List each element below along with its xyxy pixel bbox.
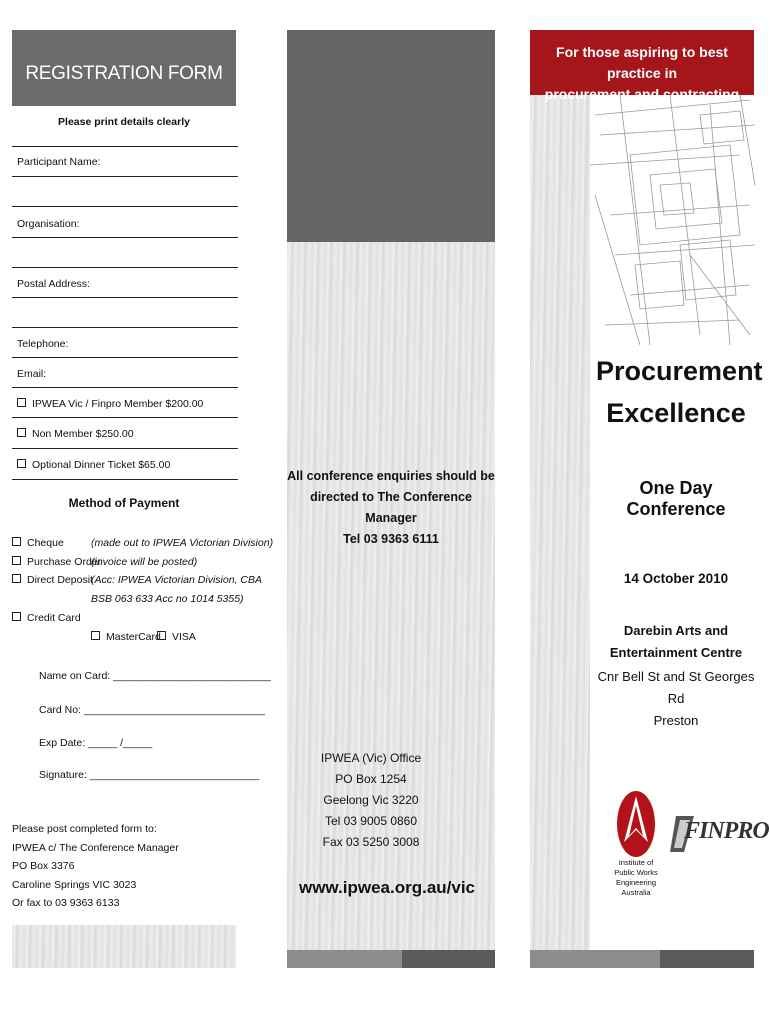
- direct-deposit-option[interactable]: Direct Deposit: [12, 574, 93, 586]
- cheque-option[interactable]: Cheque: [12, 537, 64, 549]
- mastercard-option[interactable]: MasterCard: [91, 631, 161, 643]
- participant-name-field[interactable]: [12, 176, 238, 177]
- direct-deposit-note: (Acc: IPWEA Victorian Division, CBA: [91, 574, 262, 586]
- woodgrain-texture: [12, 925, 236, 968]
- postal-address-label: Postal Address:: [17, 278, 90, 290]
- conference-date: 14 October 2010: [623, 571, 729, 586]
- woodgrain-texture: [530, 95, 590, 950]
- name-on-card-field[interactable]: Name on Card: ___________________________: [39, 670, 271, 682]
- visa-option[interactable]: VISA: [157, 631, 196, 643]
- checkbox-icon[interactable]: [12, 574, 21, 583]
- participant-name-label: Participant Name:: [17, 156, 101, 168]
- postal-address-field[interactable]: [12, 297, 238, 298]
- email-field[interactable]: [12, 387, 238, 388]
- checkbox-icon[interactable]: [157, 631, 166, 640]
- email-label: Email:: [17, 368, 47, 380]
- form-rule: [12, 417, 238, 418]
- expiry-date-field[interactable]: Exp Date: _____ /_____: [39, 737, 153, 749]
- telephone-label: Telephone:: [17, 338, 69, 350]
- checkbox-icon[interactable]: [12, 612, 21, 621]
- office-address: IPWEA (Vic) Office PO Box 1254 Geelong Vic 3220 Tel 03 9005 0860 Fax 03 5250 3008: [320, 751, 422, 849]
- form-rule: [12, 146, 238, 147]
- architectural-drawing-graphic: [590, 95, 756, 350]
- direct-deposit-note-2: BSB 063 633 Acc no 1014 5355): [91, 593, 244, 605]
- cheque-note: (made out to IPWEA Victorian Division): [91, 537, 274, 549]
- form-rule: [12, 267, 238, 268]
- organisation-field[interactable]: [12, 237, 238, 238]
- conference-title: Procurement Excellence: [596, 356, 763, 428]
- footer-bar-dark: [402, 950, 495, 968]
- card-number-field[interactable]: Card No: _______________________________: [39, 704, 265, 716]
- checkbox-icon[interactable]: [17, 428, 26, 437]
- dinner-option[interactable]: Optional Dinner Ticket $65.00: [17, 459, 170, 471]
- purchase-order-note: (invoice will be posted): [91, 556, 198, 568]
- checkbox-icon[interactable]: [12, 556, 21, 565]
- checkbox-icon[interactable]: [17, 398, 26, 407]
- grey-block: [287, 30, 495, 242]
- footer-bar-dark: [660, 950, 754, 968]
- venue-address: Cnr Bell St and St Georges Rd Preston: [597, 669, 755, 728]
- venue-name: Darebin Arts and Entertainment Centre: [609, 623, 743, 660]
- checkbox-icon[interactable]: [91, 631, 100, 640]
- checkbox-icon[interactable]: [17, 459, 26, 468]
- form-rule: [12, 206, 238, 207]
- postal-instructions: Please post completed form to: IPWEA c/ The Conference Manager PO Box 3376 Caroline Springs VIC 3023 Or fax to 03 9363 6133: [12, 823, 179, 909]
- form-rule: [12, 479, 238, 480]
- form-rule: [12, 448, 238, 449]
- form-rule: [12, 327, 238, 328]
- signature-field[interactable]: Signature: _____________________________: [39, 769, 260, 781]
- website-link[interactable]: www.ipwea.org.au/vic: [298, 878, 476, 897]
- tagline: For those aspiring to best practice in procurement and contracting: [544, 44, 740, 102]
- payment-heading: Method of Payment: [68, 496, 180, 510]
- ipwea-logo-icon: [616, 790, 656, 858]
- checkbox-icon[interactable]: [12, 537, 21, 546]
- organisation-label: Organisation:: [17, 218, 80, 230]
- finpro-logo-text: FINPRO: [684, 818, 769, 844]
- telephone-field[interactable]: [12, 357, 238, 358]
- credit-card-option[interactable]: Credit Card: [12, 612, 81, 624]
- purchase-order-option[interactable]: Purchase Order: [12, 556, 101, 568]
- ipwea-logo-text: Institute of Public Works Engineering Australia: [614, 858, 658, 897]
- non-member-option[interactable]: Non Member $250.00: [17, 428, 134, 440]
- conference-type: One Day Conference: [626, 478, 726, 519]
- member-option[interactable]: IPWEA Vic / Finpro Member $200.00: [17, 398, 203, 410]
- registration-title: REGISTRATION FORM: [25, 63, 223, 84]
- enquiries-text: All conference enquiries should be directed to The Conference Manager Tel 03 9363 6111: [287, 469, 495, 546]
- print-instruction: Please print details clearly: [58, 116, 190, 128]
